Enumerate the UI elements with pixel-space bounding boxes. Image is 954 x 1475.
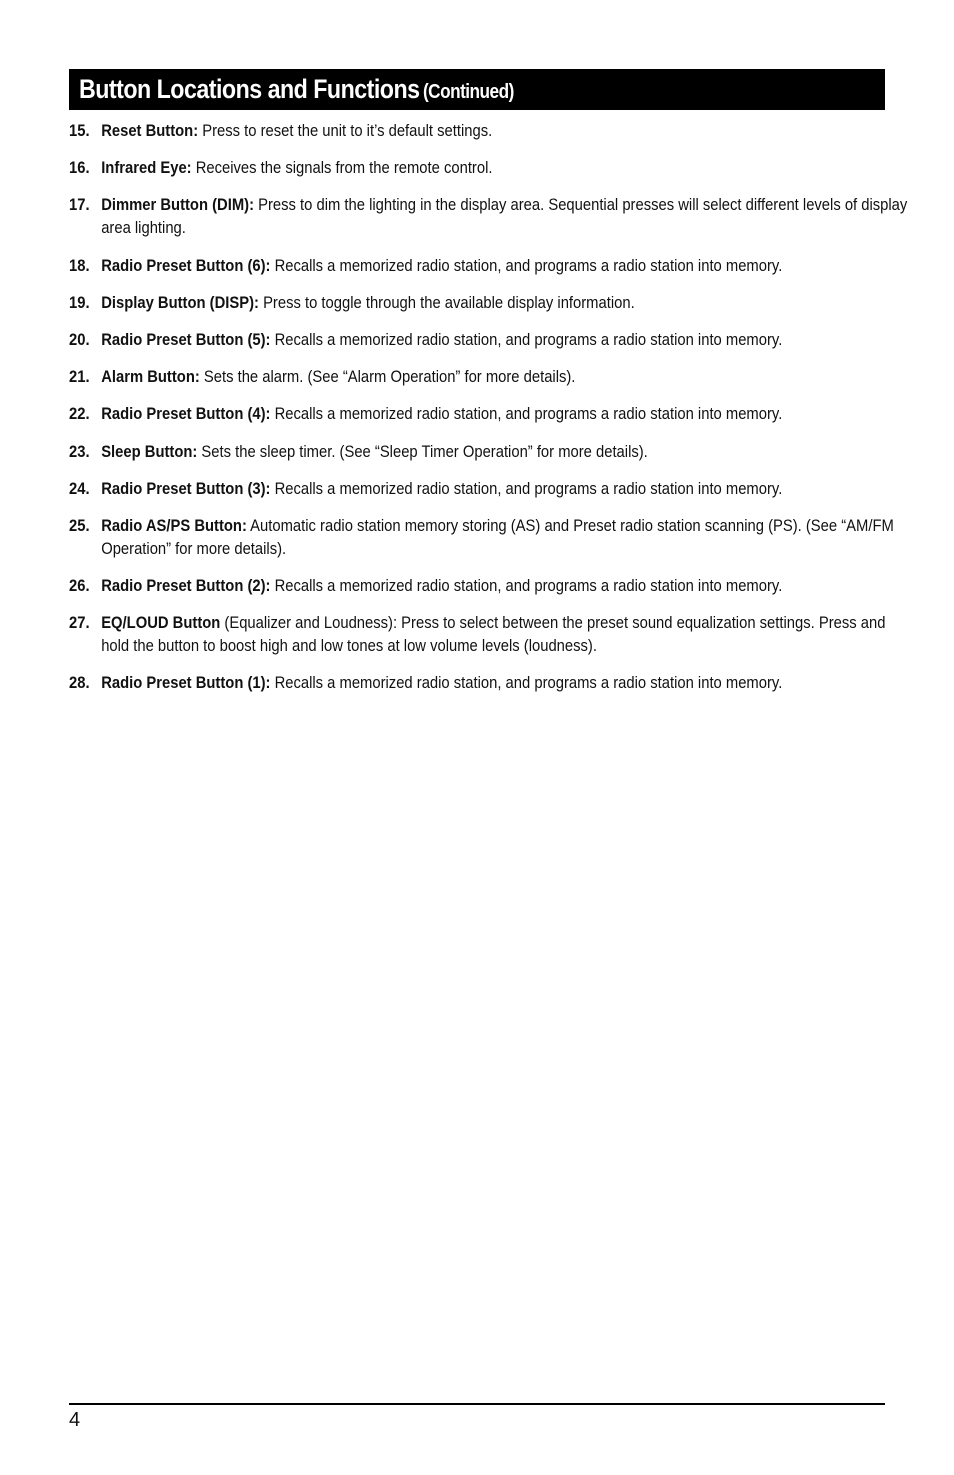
- item-number: 22.: [69, 404, 90, 424]
- list-item: [69, 671, 885, 694]
- section-title: [79, 74, 514, 105]
- item-description: Recalls a memorized radio station, and programs a radio station into memory.: [270, 478, 783, 498]
- item-label: Reset Button:: [101, 121, 199, 140]
- list-item: [69, 440, 885, 463]
- button-function-list: [69, 119, 908, 709]
- item-label: Dimmer Button (DIM):: [101, 195, 255, 215]
- item-description: Press to reset the unit to it’s default settings.: [198, 121, 493, 140]
- item-number: 26.: [69, 576, 90, 596]
- item-number: 21.: [69, 367, 90, 387]
- item-number: 20.: [69, 329, 90, 349]
- list-item: [69, 365, 885, 388]
- footer-rule: [69, 1403, 885, 1405]
- item-label: Radio Preset Button (5):: [101, 329, 271, 349]
- list-item: [69, 574, 885, 597]
- item-number: 25.: [69, 515, 90, 535]
- list-item: [69, 119, 885, 142]
- page-number: 4: [69, 1409, 81, 1431]
- section-title-continued: (Continued): [422, 81, 514, 103]
- item-description: Press to toggle through the available display information.: [258, 292, 635, 312]
- item-description: Recalls a memorized radio station, and programs a radio station into memory.: [270, 329, 783, 349]
- list-item: [69, 477, 885, 500]
- item-number: 18.: [69, 255, 90, 275]
- item-label: Alarm Button:: [101, 367, 200, 387]
- item-label: Radio Preset Button (6):: [101, 255, 271, 275]
- item-description: Receives the signals from the remote control.: [191, 158, 493, 178]
- item-label: Display Button (DISP):: [101, 292, 259, 312]
- item-label: Radio Preset Button (1):: [101, 673, 271, 693]
- item-description: Press to dim the lighting in the display area. Sequential presses will select different levels of display area lighting.: [101, 195, 908, 238]
- list-item: [69, 254, 885, 277]
- item-label: Infrared Eye:: [101, 158, 192, 178]
- item-label: Radio Preset Button (3):: [101, 478, 271, 498]
- item-number: 24.: [69, 478, 90, 498]
- item-description: Automatic radio station memory storing (AS) and Preset radio station scanning (PS). (See “AM/FM Operation” for more details).: [101, 515, 894, 558]
- list-item: [69, 328, 885, 351]
- item-description: Recalls a memorized radio station, and programs a radio station into memory.: [270, 673, 783, 693]
- item-description: Sets the alarm. (See “Alarm Operation” for more details).: [199, 367, 576, 387]
- list-item: [69, 156, 885, 179]
- list-item: [69, 402, 885, 425]
- item-number: 19.: [69, 292, 90, 312]
- item-description: Recalls a memorized radio station, and programs a radio station into memory.: [270, 576, 783, 596]
- list-item: [69, 193, 908, 239]
- section-title-main: Button Locations and Functions: [79, 74, 420, 104]
- item-description: Recalls a memorized radio station, and programs a radio station into memory.: [270, 255, 783, 275]
- item-number: 23.: [69, 441, 90, 461]
- list-item: [69, 514, 894, 560]
- item-number: 27.: [69, 613, 90, 633]
- item-label: Radio Preset Button (4):: [101, 404, 271, 424]
- item-description: (Equalizer and Loudness): Press to select between the preset sound equalization settings. Press and hold the button to boost high and low tones at low volume levels (loudness).: [101, 613, 886, 656]
- item-label: EQ/LOUD Button: [101, 613, 221, 633]
- item-number: 15.: [69, 121, 90, 140]
- item-label: Radio AS/PS Button:: [101, 515, 247, 535]
- item-description: Sets the sleep timer. (See “Sleep Timer Operation” for more details).: [197, 441, 648, 461]
- list-item: [69, 611, 885, 657]
- item-number: 17.: [69, 195, 90, 215]
- item-number: 28.: [69, 673, 90, 693]
- item-number: 16.: [69, 158, 90, 178]
- item-label: Sleep Button:: [101, 441, 198, 461]
- item-description: Recalls a memorized radio station, and programs a radio station into memory.: [270, 404, 783, 424]
- list-item: [69, 291, 885, 314]
- item-label: Radio Preset Button (2):: [101, 576, 271, 596]
- section-header-bar: [69, 69, 885, 110]
